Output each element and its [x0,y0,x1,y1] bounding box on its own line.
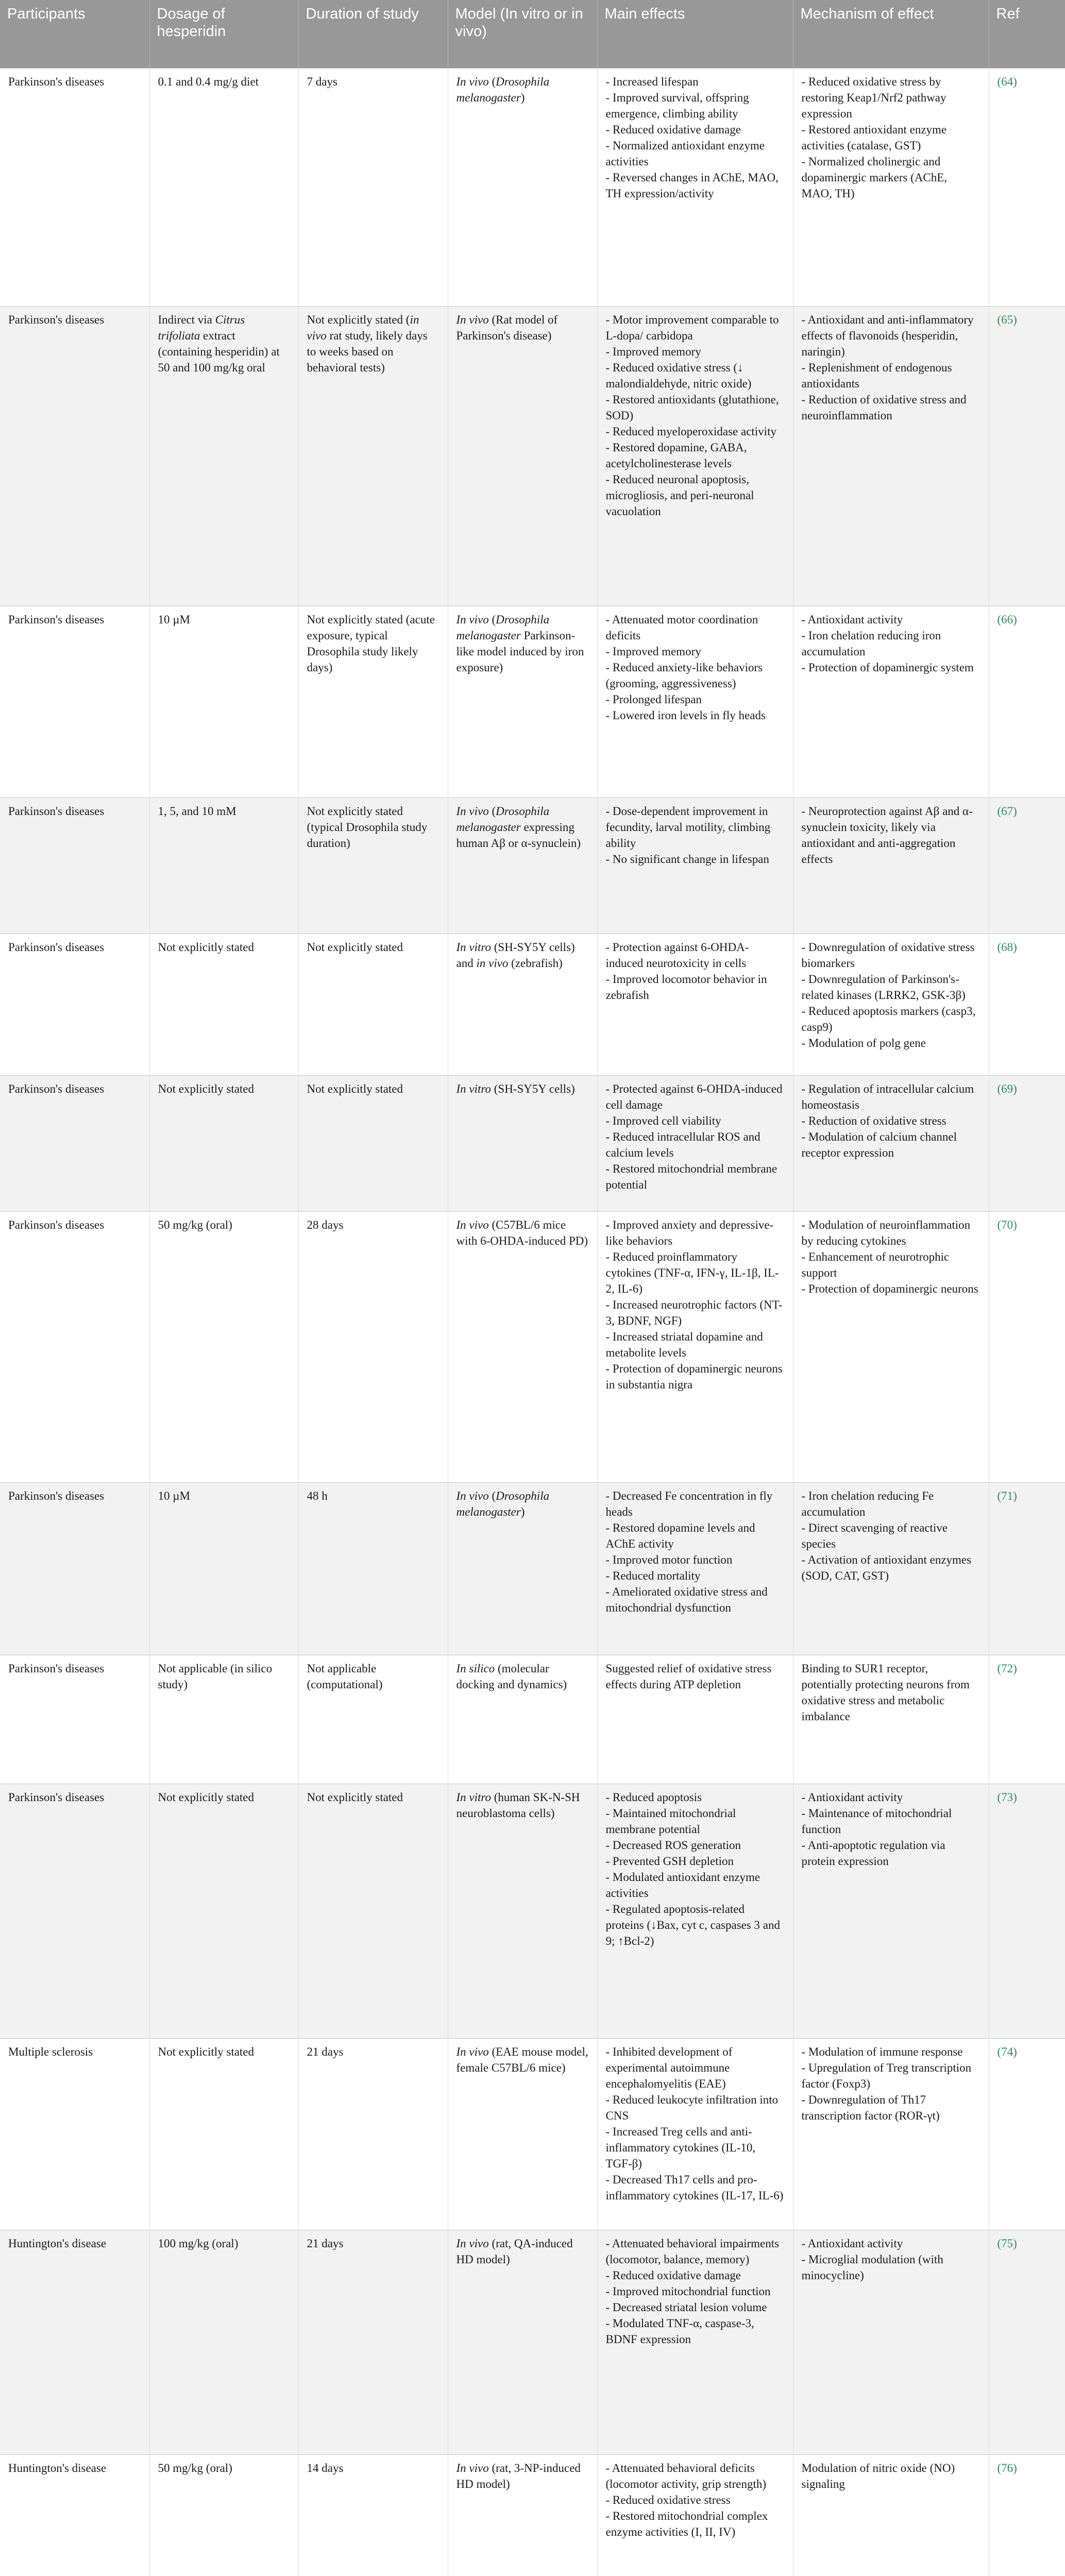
mechanism-line: Binding to SUR1 receptor, potentially protecting neurons from oxidative stress and metabolic imbalance [801,1662,970,1723]
cell-mechanism [793,606,989,798]
header-model: Model (In vitro or in vivo) [448,0,597,69]
effect-line: - Protected against 6-OHDA-induced cell damage [605,1082,783,1111]
table-header [0,0,1065,69]
effect-line: - Prevented GSH depletion [605,1855,734,1868]
effect-line: - Restored mitochondrial membrane potential [605,1162,777,1191]
header-participants: Participants [0,0,149,69]
cell-mechanism [793,2230,989,2455]
table-row [0,69,1065,307]
cell-participants: Parkinson's diseases [0,307,149,606]
cell-ref [989,798,1065,934]
effect-line: - Reduced oxidative stress (↓ malondialdehyde, nitric oxide) [605,361,752,390]
mechanism-line: - Upregulation of Treg transcription factor (Foxp3) [801,2061,972,2090]
cell-main-effects [597,1212,793,1483]
effect-line: - Decreased ROS generation [605,1839,741,1852]
effect-line: - Normalized antioxidant enzyme activities [605,139,765,168]
mechanism-line: - Modulation of immune response [801,2045,963,2058]
effect-line: - Reduced apoptosis [605,1791,702,1804]
cell-duration: Not explicitly stated (acute exposure, typical Drosophila study likely days) [298,606,448,798]
effect-line: - Motor improvement comparable to L-dopa/ carbidopa [605,313,779,342]
effect-line: - Attenuated behavioral impairments (locomotor, balance, memory) [605,2237,780,2266]
cell-dosage: Not applicable (in silico study) [149,1655,298,1784]
cell-main-effects [597,798,793,934]
mechanism-line: - Microglial modulation (with minocycline) [801,2253,943,2282]
mechanism-line: - Replenishment of endogenous antioxidants [801,361,952,390]
effect-line: - Reduced oxidative damage [605,123,741,136]
cell-mechanism [793,1212,989,1483]
effect-line: - Increased neurotrophic factors (NT-3, BDNF, NGF) [605,1298,783,1327]
cell-duration: Not explicitly stated (typical Drosophila study duration) [298,798,448,934]
mechanism-line: - Activation of antioxidant enzymes (SOD, CAT, GST) [801,1553,972,1582]
table-row [0,934,1065,1076]
table-row [0,1212,1065,1483]
cell-duration: 21 days [298,2230,448,2455]
effect-line: - Attenuated behavioral deficits (locomotor activity, grip strength) [605,2462,766,2490]
cell-model: In silico (molecular docking and dynamics) [448,1655,597,1784]
effect-line: - Reduced leukocyte infiltration into CNS [605,2093,779,2122]
cell-participants: Parkinson's diseases [0,1655,149,1784]
cell-duration: Not explicitly stated [298,1076,448,1212]
cell-main-effects [597,2039,793,2230]
reference-link[interactable]: (75) [997,2237,1017,2250]
cell-model: In vivo (rat, 3-NP-induced HD model) [448,2455,597,2576]
cell-model: In vivo (Drosophila melanogaster) [448,1483,597,1655]
effect-line: - Improved memory [605,645,701,658]
effect-line: - Protection against 6-OHDA-induced neurotoxicity in cells [605,941,749,970]
cell-main-effects [597,307,793,606]
effect-line: - Maintained mitochondrial membrane potential [605,1807,736,1836]
cell-dosage: 10 µM [149,1483,298,1655]
mechanism-line: - Regulation of intracellular calcium homeostasis [801,1082,974,1111]
table-row [0,1076,1065,1212]
table-row [0,1784,1065,2039]
cell-participants: Parkinson's diseases [0,1076,149,1212]
mechanism-line: - Reduction of oxidative stress and neuroinflammation [801,393,967,422]
cell-dosage: 50 mg/kg (oral) [149,1212,298,1483]
mechanism-line: - Normalized cholinergic and dopaminergic markers (AChE, MAO, TH) [801,155,948,200]
cell-mechanism [793,934,989,1076]
cell-model: In vivo (C57BL/6 mice with 6-OHDA-induced PD) [448,1212,597,1483]
cell-model: In vitro (SH-SY5Y cells) and in vivo (zebrafish) [448,934,597,1076]
cell-mechanism [793,1784,989,2039]
mechanism-line: - Restored antioxidant enzyme activities (catalase, GST) [801,123,947,152]
effect-line: - No significant change in lifespan [605,853,769,866]
cell-duration: Not explicitly stated [298,934,448,1076]
cell-duration: 48 h [298,1483,448,1655]
reference-link[interactable]: (72) [997,1662,1017,1675]
effect-line: - Prolonged lifespan [605,693,702,706]
effect-line: - Reduced neuronal apoptosis, microgliosis, and peri-neuronal vacuolation [605,473,754,518]
table-row [0,798,1065,934]
table-body [0,69,1065,2576]
cell-model: In vivo (Drosophila melanogaster Parkinson-like model induced by iron exposure) [448,606,597,798]
effect-line: - Decreased striatal lesion volume [605,2301,767,2314]
effect-line: - Improved survival, offspring emergence, climbing ability [605,91,749,120]
cell-dosage: Not explicitly stated [149,1784,298,2039]
mechanism-line: - Iron chelation reducing Fe accumulation [801,1489,934,1518]
cell-ref [989,69,1065,307]
cell-participants: Parkinson's diseases [0,1784,149,2039]
reference-link[interactable]: (66) [997,613,1017,626]
effect-line: - Reversed changes in AChE, MAO, TH expression/activity [605,171,779,200]
cell-participants: Parkinson's diseases [0,606,149,798]
reference-link[interactable]: (70) [997,1218,1017,1231]
effect-line: - Attenuated motor coordination deficits [605,613,758,642]
effect-line: - Reduced proinflammatory cytokines (TNF-α, IFN-γ, IL-1β, IL-2, IL-6) [605,1250,779,1295]
effect-line: - Increased lifespan [605,75,699,88]
cell-mechanism [793,2455,989,2576]
mechanism-line: - Protection of dopaminergic system [801,661,974,674]
effect-line: - Improved cell viability [605,1114,721,1127]
effect-line: - Reduced myeloperoxidase activity [605,425,776,438]
header-ref: Ref [989,0,1065,69]
mechanism-line: - Direct scavenging of reactive species [801,1521,948,1550]
mechanism-line: Modulation of nitric oxide (NO) signaling [801,2462,955,2490]
cell-duration: Not explicitly stated (in vivo rat study, likely days to weeks based on behavioral tests) [298,307,448,606]
effect-line: - Improved anxiety and depressive-like behaviors [605,1218,774,1247]
cell-model: In vivo (Rat model of Parkinson's disease) [448,307,597,606]
cell-dosage: Not explicitly stated [149,934,298,1076]
effect-line: - Improved locomotor behavior in zebrafish [605,973,767,1002]
mechanism-line: - Iron chelation reducing iron accumulation [801,629,941,658]
cell-duration: 7 days [298,69,448,307]
cell-duration: Not applicable (computational) [298,1655,448,1784]
effect-line: - Protection of dopaminergic neurons in substantia nigra [605,1362,783,1391]
cell-participants: Huntington's disease [0,2230,149,2455]
table-row [0,606,1065,798]
cell-model: In vitro (human SK-N-SH neuroblastoma cells) [448,1784,597,2039]
cell-main-effects [597,606,793,798]
cell-duration: 14 days [298,2455,448,2576]
cell-main-effects [597,934,793,1076]
cell-participants: Multiple sclerosis [0,2039,149,2230]
cell-dosage: Not explicitly stated [149,1076,298,1212]
mechanism-line: - Protection of dopaminergic neurons [801,1282,978,1295]
cell-participants: Parkinson's diseases [0,1483,149,1655]
effect-line: - Restored dopamine levels and AChE activity [605,1521,755,1550]
effect-line: - Restored antioxidants (glutathione, SOD) [605,393,779,422]
reference-link[interactable]: (69) [997,1082,1017,1095]
cell-mechanism [793,1483,989,1655]
cell-dosage: 50 mg/kg (oral) [149,2455,298,2576]
cell-mechanism [793,1655,989,1784]
effect-line: - Reduced anxiety-like behaviors (grooming, aggressiveness) [605,661,763,690]
reference-link[interactable]: (74) [997,2045,1017,2058]
cell-ref [989,2039,1065,2230]
cell-mechanism [793,1076,989,1212]
cell-model: In vivo (Drosophila melanogaster) [448,69,597,307]
cell-main-effects [597,1483,793,1655]
cell-model: In vivo (EAE mouse model, female C57BL/6 mice) [448,2039,597,2230]
header-dosage: Dosage of hesperidin [149,0,298,69]
effect-line: - Decreased Fe concentration in fly heads [605,1489,773,1518]
cell-dosage: 100 mg/kg (oral) [149,2230,298,2455]
effect-line: - Improved mitochondrial function [605,2285,771,2298]
cell-main-effects [597,1784,793,2039]
mechanism-line: - Anti-apoptotic regulation via protein expression [801,1839,945,1868]
reference-link[interactable]: (68) [997,941,1017,954]
mechanism-line: - Reduction of oxidative stress [801,1114,946,1127]
header-mechanism: Mechanism of effect [793,0,989,69]
effect-line: - Reduced oxidative damage [605,2269,741,2282]
reference-link[interactable]: (76) [997,2462,1017,2475]
mechanism-line: - Enhancement of neurotrophic support [801,1250,950,1279]
mechanism-line: - Antioxidant activity [801,1791,903,1804]
mechanism-line: - Modulation of neuroinflammation by reducing cytokines [801,1218,971,1247]
effect-line: - Reduced mortality [605,1569,701,1582]
effect-line: - Increased Treg cells and anti-inflammatory cytokines (IL-10, TGF-β) [605,2125,756,2170]
mechanism-line: - Maintenance of mitochondrial function [801,1807,952,1836]
cell-main-effects [597,2230,793,2455]
header-duration: Duration of study [298,0,448,69]
header-row [0,0,1065,69]
mechanism-line: - Antioxidant activity [801,2237,903,2250]
cell-participants: Parkinson's diseases [0,798,149,934]
effect-line: - Dose-dependent improvement in fecundity, larval motility, climbing ability [605,805,771,850]
table-row [0,1655,1065,1784]
cell-dosage: 10 µM [149,606,298,798]
table-row [0,1483,1065,1655]
cell-ref [989,1212,1065,1483]
cell-ref [989,2230,1065,2455]
cell-main-effects [597,1655,793,1784]
effect-line: - Decreased Th17 cells and pro-inflammatory cytokines (IL-17, IL-6) [605,2173,784,2202]
effect-line: - Reduced intracellular ROS and calcium levels [605,1130,760,1159]
cell-participants: Parkinson's diseases [0,69,149,307]
cell-ref [989,1784,1065,2039]
cell-mechanism [793,2039,989,2230]
reference-link[interactable]: (64) [997,75,1017,88]
cell-participants: Parkinson's diseases [0,1212,149,1483]
effect-line: - Improved memory [605,345,701,358]
cell-dosage: Indirect via Citrus trifoliata extract (containing hesperidin) at 50 and 100 mg/kg oral [149,307,298,606]
cell-ref [989,606,1065,798]
mechanism-line: - Downregulation of Th17 transcription factor (ROR-γt) [801,2093,940,2122]
cell-model: In vivo (Drosophila melanogaster expressing human Aβ or α-synuclein) [448,798,597,934]
cell-ref [989,1655,1065,1784]
mechanism-line: - Antioxidant activity [801,613,903,626]
cell-mechanism [793,798,989,934]
table-row [0,307,1065,606]
effect-line: - Increased striatal dopamine and metabolite levels [605,1330,763,1359]
effect-line: - Inhibited development of experimental autoimmune encephalomyelitis (EAE) [605,2045,733,2090]
table-row [0,2230,1065,2455]
cell-ref [989,1076,1065,1212]
cell-model: In vivo (rat, QA-induced HD model) [448,2230,597,2455]
effect-line: - Restored dopamine, GABA, acetylcholinesterase levels [605,441,747,470]
cell-duration: 28 days [298,1212,448,1483]
cell-main-effects [597,1076,793,1212]
table-row [0,2039,1065,2230]
cell-ref [989,307,1065,606]
effect-line: - Modulated TNF-α, caspase-3, BDNF expression [605,2317,754,2346]
effect-line: Suggested relief of oxidative stress effects during ATP depletion [605,1662,772,1691]
cell-dosage: Not explicitly stated [149,2039,298,2230]
reference-link[interactable]: (65) [997,313,1017,326]
mechanism-line: - Modulation of calcium channel receptor expression [801,1130,957,1159]
table-row [0,2455,1065,2576]
effect-line: - Lowered iron levels in fly heads [605,709,766,722]
mechanism-line: - Reduced apoptosis markers (casp3, casp9) [801,1005,976,1033]
reference-link[interactable]: (73) [997,1791,1017,1804]
cell-ref [989,934,1065,1076]
effect-line: - Modulated antioxidant enzyme activities [605,1871,760,1900]
mechanism-line: - Neuroprotection against Aβ and α-synuclein toxicity, likely via antioxidant and anti-aggregation effects [801,805,973,866]
mechanism-line: - Downregulation of Parkinson's-related kinases (LRRK2, GSK-3β) [801,973,966,1002]
cell-participants: Parkinson's diseases [0,934,149,1076]
effect-line: - Reduced oxidative stress [605,2494,731,2506]
effect-line: - Ameliorated oxidative stress and mitochondrial dysfunction [605,1585,768,1614]
cell-duration: Not explicitly stated [298,1784,448,2039]
cell-model: In vitro (SH-SY5Y cells) [448,1076,597,1212]
mechanism-line: - Antioxidant and anti-inflammatory effects of flavonoids (hesperidin, naringin) [801,313,974,358]
cell-duration: 21 days [298,2039,448,2230]
mechanism-line: - Reduced oxidative stress by restoring Keap1/Nrf2 pathway expression [801,75,946,120]
cell-mechanism [793,69,989,307]
mechanism-line: - Downregulation of oxidative stress biomarkers [801,941,975,970]
effect-line: - Regulated apoptosis-related proteins (↓Bax, cyt c, caspases 3 and 9; ↑Bcl-2) [605,1903,781,1947]
header-main-effects: Main effects [597,0,793,69]
mechanism-line: - Modulation of polg gene [801,1037,926,1049]
cell-ref [989,2455,1065,2576]
cell-dosage: 0.1 and 0.4 mg/g diet [149,69,298,307]
cell-main-effects [597,2455,793,2576]
cell-ref [989,1483,1065,1655]
cell-mechanism [793,307,989,606]
effect-line: - Restored mitochondrial complex enzyme activities (I, II, IV) [605,2510,768,2538]
cell-participants: Huntington's disease [0,2455,149,2576]
reference-link[interactable]: (71) [997,1489,1017,1502]
cell-dosage: 1, 5, and 10 mM [149,798,298,934]
effect-line: - Improved motor function [605,1553,733,1566]
reference-link[interactable]: (67) [997,805,1017,818]
cell-main-effects [597,69,793,307]
